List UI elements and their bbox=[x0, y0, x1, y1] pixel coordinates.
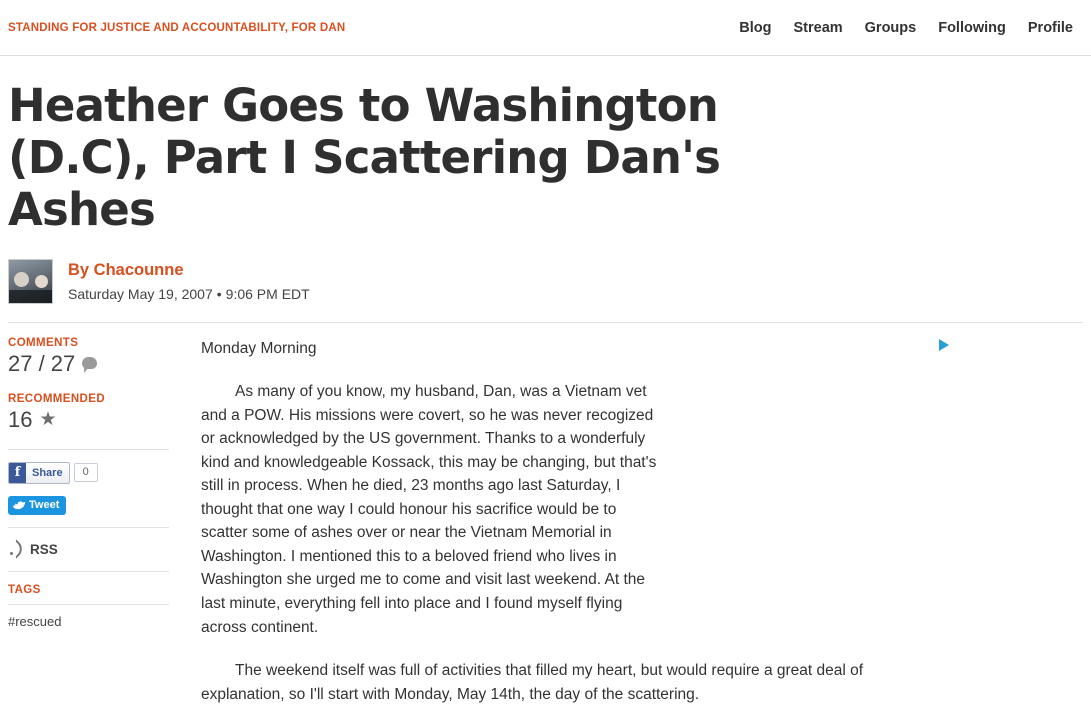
facebook-share-button[interactable] bbox=[8, 462, 70, 484]
comments-value-row bbox=[8, 351, 169, 377]
tweet-label: Tweet bbox=[29, 498, 60, 511]
nav-item-blog[interactable]: Blog bbox=[739, 19, 772, 36]
star-icon[interactable]: ★ bbox=[39, 409, 57, 431]
tag-item-rescued[interactable]: #rescued bbox=[8, 604, 169, 638]
facebook-icon: f bbox=[9, 463, 26, 483]
comments-label: COMMENTS bbox=[8, 336, 79, 349]
comments-count: 27 / 27 bbox=[8, 350, 76, 376]
avatar[interactable] bbox=[8, 259, 53, 304]
article-time: 9:06 PM EDT bbox=[225, 285, 310, 302]
byline-text bbox=[68, 259, 310, 302]
rss-link[interactable] bbox=[8, 542, 169, 557]
nav-item-groups[interactable]: Groups bbox=[864, 19, 917, 36]
comment-bubble-icon bbox=[82, 357, 97, 369]
recommended-label: RECOMMENDED bbox=[8, 392, 106, 405]
nav-item-following[interactable]: Following bbox=[938, 19, 1006, 36]
rss-label: RSS bbox=[30, 541, 58, 557]
comments-block[interactable] bbox=[8, 337, 169, 377]
article-paragraph-2: The weekend itself was full of activities that filled my heart, but would require a great deal of explanation, so I'll start with Monday, May 14th, the day of the scattering. bbox=[201, 662, 864, 703]
nav-item-profile[interactable]: Profile bbox=[1027, 19, 1073, 36]
rss-icon bbox=[8, 543, 21, 556]
article-timestamp bbox=[68, 286, 310, 302]
timestamp-separator: • bbox=[216, 285, 222, 302]
recommended-block[interactable] bbox=[8, 393, 169, 433]
facebook-share-count: 0 bbox=[74, 463, 98, 482]
facebook-share-row bbox=[8, 462, 169, 484]
article-date: Saturday May 19, 2007 bbox=[68, 285, 213, 302]
nav-item-stream[interactable]: Stream bbox=[793, 19, 843, 36]
recommended-value-row bbox=[8, 407, 169, 433]
site-tagline: STANDING FOR JUSTICE AND ACCOUNTABILITY, FOR DAN bbox=[8, 21, 346, 34]
twitter-share-row bbox=[8, 496, 169, 515]
article-paragraph-1: As many of you know, my husband, Dan, was a Vietnam vet and a POW. His missions were covert, so he was never recogized or acknowledged by the US government. Thanks to a wonderfuly kind and knowledgeable Kossack, this may be changing, but that's still in process. When he died, 23 months ago last Saturday, I thought that one way I could honour his sacrifice would be to scatter some of ashes over or near the Vietnam Memorial in Washington. I mentioned this to a beloved friend who lives in Washington she urged me to come and visit last weekend. At the last minute, everything fell into place and I found myself flying across continent. bbox=[201, 383, 657, 636]
author-link[interactable]: By Chacounne bbox=[68, 260, 184, 279]
facebook-share-label: Share bbox=[32, 466, 63, 479]
sidebar-divider-3 bbox=[8, 571, 169, 572]
article-layout bbox=[8, 322, 1083, 726]
sidebar-divider-2 bbox=[8, 527, 169, 528]
article-sidebar bbox=[8, 337, 183, 726]
byline bbox=[8, 259, 1083, 322]
site-header bbox=[0, 0, 1091, 56]
primary-navigation bbox=[739, 20, 1081, 36]
page-title: Heather Goes to Washington (D.C), Part I Scattering Dan's Ashes bbox=[8, 79, 721, 237]
article-body bbox=[183, 337, 933, 726]
tags-label: TAGS bbox=[8, 583, 41, 596]
ad-slot bbox=[933, 337, 1083, 726]
recommended-count: 16 bbox=[8, 406, 33, 432]
twitter-bird-icon bbox=[13, 500, 25, 510]
ad-choices-icon[interactable] bbox=[939, 339, 949, 351]
article-paragraph-heading: Monday Morning bbox=[201, 339, 317, 357]
sidebar-divider-1 bbox=[8, 449, 169, 450]
tweet-button[interactable] bbox=[8, 496, 66, 515]
